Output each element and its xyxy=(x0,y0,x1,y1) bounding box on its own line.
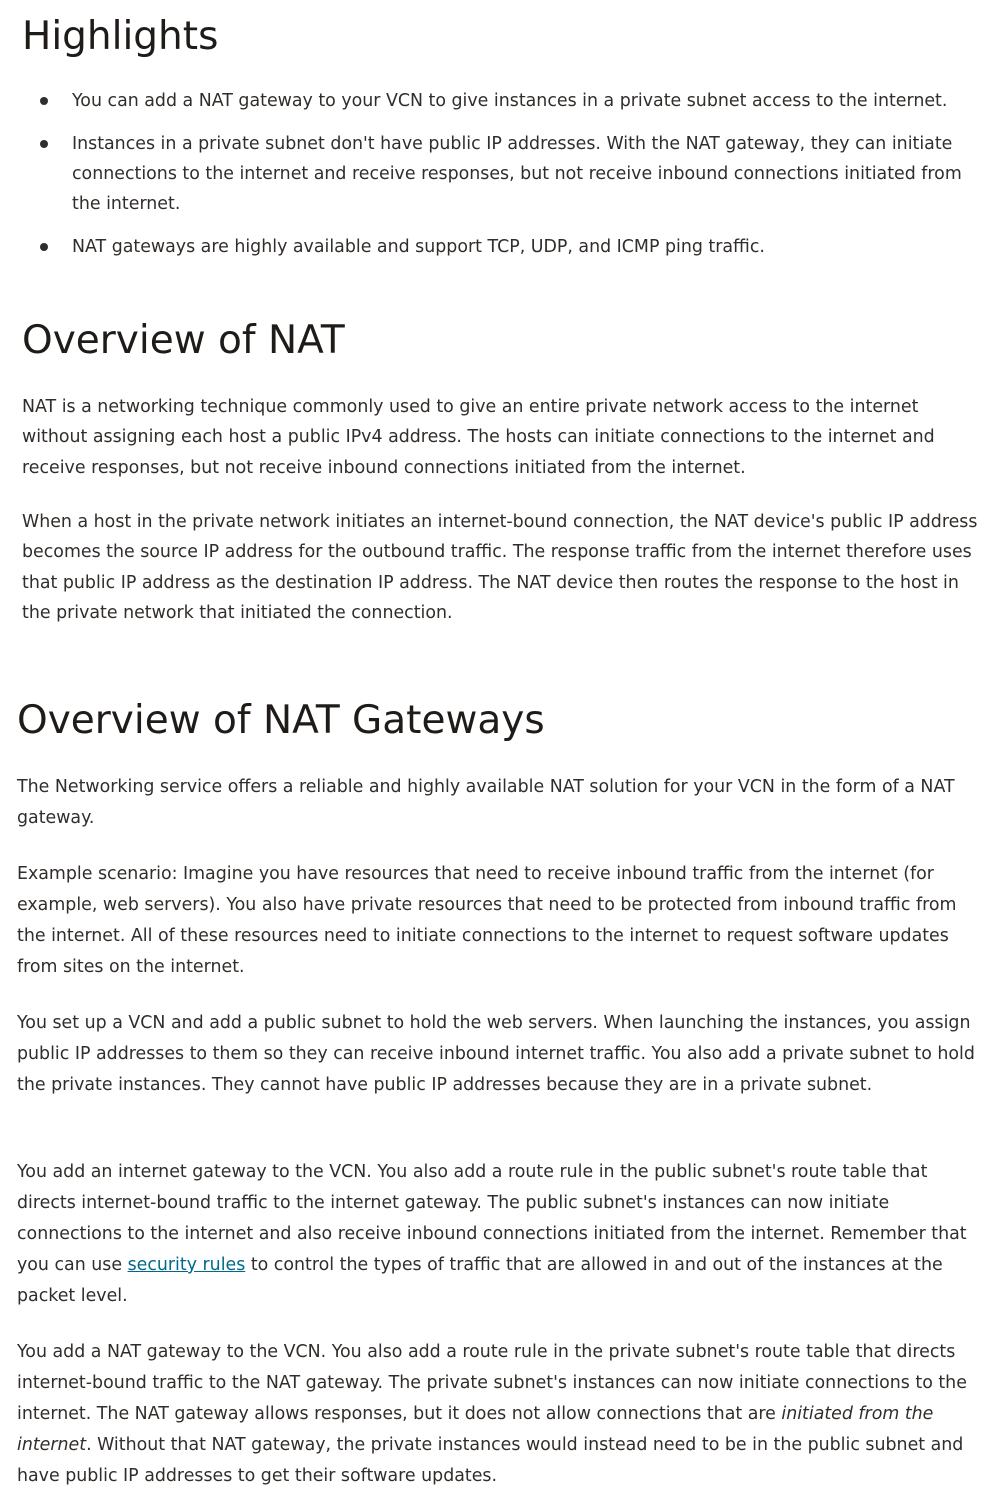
list-item-text: Instances in a private subnet don't have public IP addresses. With the NAT gateway, they can initiate connections to the internet and receive responses, but not receive inbound connections initiated from the internet. xyxy=(72,134,962,214)
gateways-paragraph xyxy=(17,1157,989,1312)
paragraph-text: . Without that NAT gateway, the private instances would instead need to be in the public subnet and have public IP addresses to get their software updates. xyxy=(17,1435,964,1486)
gateways-paragraph xyxy=(17,1337,989,1492)
gateways-paragraph: Example scenario: Imagine you have resources that need to receive inbound traffic from the internet (for example, web servers). You also have private resources that need to be protected from inbound traffic from the internet. All of these resources need to initiate connections to the internet to request software updates from sites on the internet. xyxy=(17,864,957,977)
overview-gateways-heading: Overview of NAT Gateways xyxy=(17,698,545,743)
gateways-paragraph: The Networking service offers a reliable and highly available NAT solution for your VCN in the form of a NAT gateway. xyxy=(17,777,955,828)
overview-nat-heading: Overview of NAT xyxy=(22,318,345,363)
paragraph-text: You add an internet gateway to the VCN. You also add a route rule in the public subnet's route table that directs internet-bound traffic to the internet gateway. The public subnet's instances can now initiate connections to the internet and also receive inbound connections initiated from the internet. Remember that you can use xyxy=(17,1162,967,1275)
list-item-text: NAT gateways are highly available and support TCP, UDP, and ICMP ping traffic. xyxy=(72,237,765,257)
paragraph-text: You add a NAT gateway to the VCN. You also add a route rule in the private subnet's route table that directs internet-bound traffic to the NAT gateway. The private subnet's instances can now initiate connections to the internet. The NAT gateway allows responses, but it does not allow connections that are xyxy=(17,1342,967,1424)
list-item xyxy=(0,129,977,219)
list-item xyxy=(0,232,977,262)
overview-nat-paragraph: When a host in the private network initiates an internet-bound connection, the NAT device's public IP address becomes the source IP address for the outbound traffic. The response traffic from the internet therefore uses that public IP address as the destination IP address. The NAT device then routes the response to the host in the private network that initiated the connection. xyxy=(22,512,978,623)
bullet-icon xyxy=(40,97,48,105)
highlights-list xyxy=(0,86,1000,275)
gateways-paragraph: You set up a VCN and add a public subnet to hold the web servers. When launching the instances, you assign public IP addresses to them so they can receive inbound internet traffic. You also add a private subnet to hold the private instances. They cannot have public IP addresses because they are in a private subnet. xyxy=(17,1013,975,1095)
security-rules-link[interactable]: security rules xyxy=(127,1255,246,1275)
list-item xyxy=(0,86,977,116)
paragraph-text: to control the types of traffic that are allowed in and out of the instances at the packet level. xyxy=(17,1255,943,1306)
bullet-icon xyxy=(40,243,48,251)
emphasis-text: initiated from the internet xyxy=(17,1404,934,1455)
list-item-text: You can add a NAT gateway to your VCN to give instances in a private subnet access to the internet. xyxy=(72,91,948,111)
bullet-icon xyxy=(40,140,48,148)
highlights-heading: Highlights xyxy=(22,14,219,59)
overview-nat-paragraph: NAT is a networking technique commonly used to give an entire private network access to the internet without assigning each host a public IPv4 address. The hosts can initiate connections to the internet and receive responses, but not receive inbound connections initiated from the internet. xyxy=(22,397,935,478)
